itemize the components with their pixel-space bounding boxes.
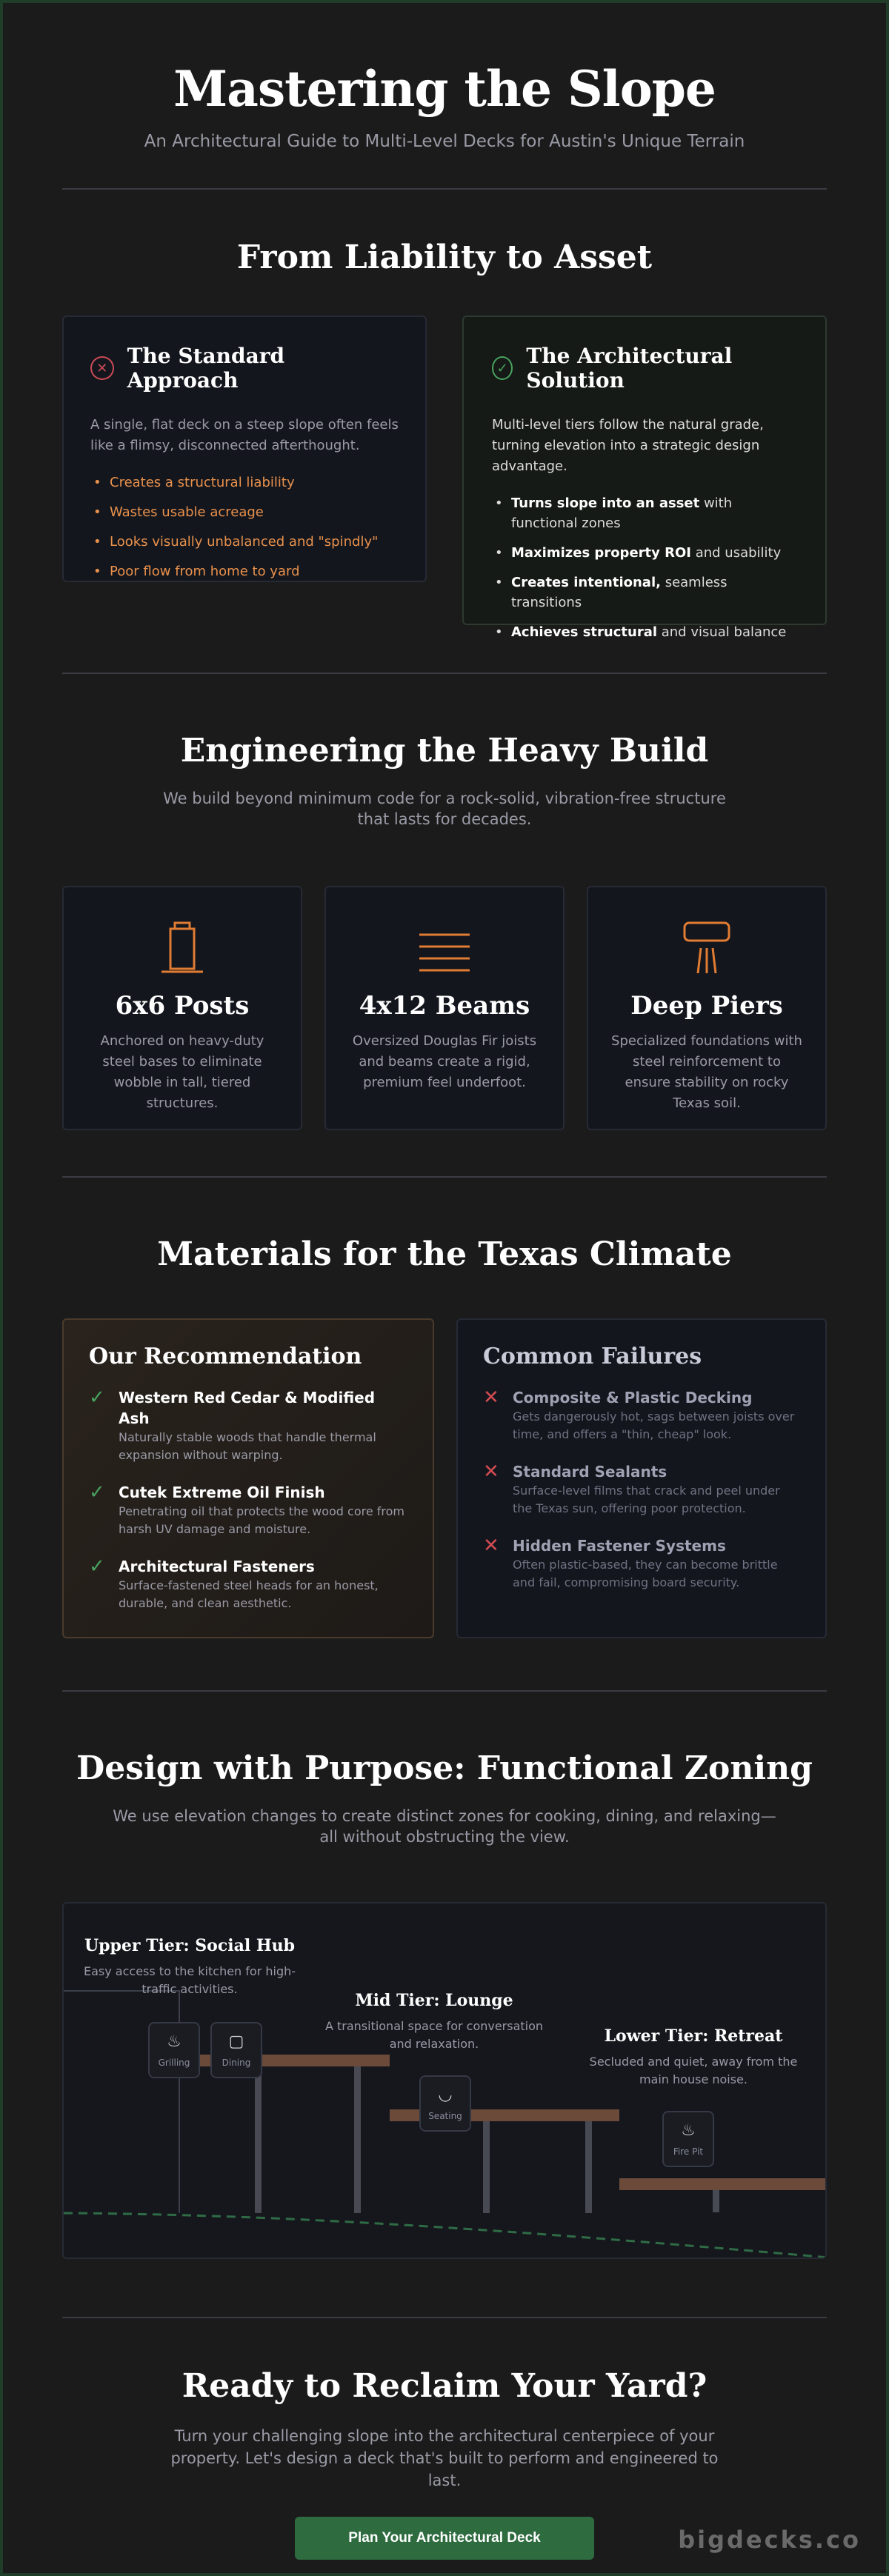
feature-card-beams — [324, 886, 565, 1130]
list-item — [89, 1556, 407, 1612]
page-subtitle: An Architectural Guide to Multi-Level Decks for Austin's Unique Terrain — [144, 132, 745, 151]
zone-chip-seating: ◡ Seating — [419, 2075, 471, 2132]
section-subtitle: We build beyond minimum code for a rock-solid, vibration-free structure that lasts for decades. — [163, 790, 726, 828]
section-title: Engineering the Heavy Build — [180, 732, 709, 770]
tier-upper — [79, 1936, 301, 1998]
card-title: The Standard Approach — [127, 344, 285, 393]
x-mark-icon: ✕ — [483, 1535, 499, 1557]
pier-icon — [610, 915, 803, 975]
checkmark-icon: ✓ — [89, 1481, 105, 1504]
x-mark-icon: ✕ — [483, 1461, 499, 1483]
list-item: • Achieves structural and visual balance — [492, 622, 797, 642]
tier-mid — [323, 1991, 545, 2053]
zoning-diagram — [62, 1902, 827, 2259]
common-failures-card — [456, 1318, 827, 1638]
hero-section — [0, 0, 889, 188]
item-description: Gets dangerously hot, sags between joists over time, and offers a "thin, cheap" look. — [513, 1409, 795, 1441]
feature-description: Specialized foundations with steel reinforcement to ensure stability on rocky Texas soil. — [611, 1033, 802, 1111]
materials-section — [0, 1178, 889, 1690]
section-subtitle: We use elevation changes to create distinct zones for cooking, dining, and relaxing—all without obstructing the view. — [113, 1807, 776, 1846]
tier-lower — [582, 2026, 805, 2089]
feature-card-posts — [62, 886, 302, 1130]
page-title: Mastering the Slope — [173, 60, 716, 118]
section-title: From Liability to Asset — [236, 238, 653, 276]
check-circle-icon: ✓ — [492, 356, 513, 380]
card-title: Our Recommendation — [89, 1344, 362, 1369]
item-description: Naturally stable woods that handle thermal expansion without warping. — [119, 1430, 376, 1462]
x-mark-icon: ✕ — [483, 1387, 499, 1409]
zone-chip-dining: ▢ Dining — [210, 2022, 262, 2078]
checkmark-icon: ✓ — [89, 1387, 105, 1409]
checkmark-icon: ✓ — [89, 1555, 105, 1578]
brand-watermark: bigdecks.co — [678, 2526, 861, 2554]
item-name: Cutek Extreme Oil Finish — [119, 1484, 325, 1501]
beams-icon — [348, 915, 541, 975]
card-title: The Architectural Solution — [526, 344, 733, 393]
item-description: Surface-level films that crack and peel under the Texas sun, offering poor protection. — [513, 1484, 780, 1515]
chat-icon: ▢ — [228, 2032, 244, 2051]
item-name: Western Red Cedar & Modified Ash — [119, 1389, 376, 1427]
list-item: • Looks visually unbalanced and "spindly" — [90, 532, 399, 552]
cta-title: Ready to Reclaim Your Yard? — [182, 2367, 707, 2405]
item-description: Surface-fastened steel heads for an honest, durable, and clean aesthetic. — [119, 1578, 379, 1610]
feature-title: Deep Piers — [630, 991, 783, 1021]
recommendation-card — [62, 1318, 434, 1638]
item-name: Hidden Fastener Systems — [513, 1537, 726, 1555]
item-name: Composite & Plastic Decking — [513, 1389, 753, 1407]
list-item: • Creates a structural liability — [90, 473, 399, 493]
list-item: • Poor flow from home to yard — [90, 561, 399, 581]
list-item: • Turns slope into an asset with functional zones — [492, 493, 797, 533]
card-description: Multi-level tiers follow the natural grade, turning elevation into a strategic design advantage. — [492, 417, 764, 474]
feature-card-piers — [587, 886, 827, 1130]
list-item: • Maximizes property ROI and usability — [492, 543, 797, 563]
list-item — [483, 1535, 800, 1592]
item-description: Often plastic-based, they can become brittle and fail, compromising board security. — [513, 1558, 778, 1589]
tier-title: Mid Tier: Lounge — [355, 1991, 513, 2010]
standard-approach-card — [62, 316, 427, 582]
engineering-section — [0, 674, 889, 1176]
card-title: Common Failures — [483, 1344, 702, 1369]
post-icon — [86, 915, 279, 975]
tier-description: Easy access to the kitchen for high-traffic activities. — [83, 1964, 296, 1996]
seat-icon: ◡ — [438, 2086, 453, 2104]
architectural-solution-card — [462, 316, 827, 640]
tier-description: Secluded and quiet, away from the main house noise. — [589, 2055, 798, 2086]
feature-title: 6x6 Posts — [115, 991, 250, 1021]
list-item: • Creates intentional, seamless transitions — [492, 573, 797, 613]
list-item — [89, 1482, 407, 1538]
zone-chip-fire-pit: ♨ Fire Pit — [662, 2111, 714, 2167]
section-title: Materials for the Texas Climate — [157, 1235, 732, 1273]
feature-description: Anchored on heavy-duty steel bases to eliminate wobble in tall, tiered structures. — [100, 1033, 264, 1111]
tier-title: Upper Tier: Social Hub — [84, 1936, 296, 1955]
zoning-section — [0, 1692, 889, 2317]
item-description: Penetrating oil that protects the wood core from harsh UV damage and moisture. — [119, 1504, 405, 1536]
plan-deck-button[interactable]: Plan Your Architectural Deck — [295, 2517, 594, 2560]
liability-section — [0, 190, 889, 673]
zone-chip-grilling: ♨ Grilling — [148, 2022, 200, 2078]
section-title: Design with Purpose: Functional Zoning — [76, 1749, 813, 1787]
list-item — [483, 1387, 800, 1444]
flame-icon: ♨ — [681, 2121, 696, 2140]
x-circle-icon: ✕ — [90, 356, 114, 380]
tier-title: Lower Tier: Retreat — [604, 2026, 783, 2046]
card-description: A single, flat deck on a steep slope often feels like a flimsy, disconnected afterthought. — [90, 417, 399, 453]
list-item — [483, 1461, 800, 1518]
list-item — [89, 1387, 407, 1464]
list-item: • Wastes usable acreage — [90, 502, 399, 522]
tier-description: A transitional space for conversation and relaxation. — [324, 2019, 544, 2051]
flame-icon: ♨ — [167, 2032, 182, 2051]
feature-title: 4x12 Beams — [359, 991, 530, 1021]
cta-subtitle: Turn your challenging slope into the architectural centerpiece of your property. Let's design a deck that's built to perform and engineered to last. — [170, 2427, 719, 2489]
feature-description: Oversized Douglas Fir joists and beams create a rigid, premium feel underfoot. — [352, 1033, 537, 1090]
item-name: Architectural Fasteners — [119, 1558, 315, 1575]
item-name: Standard Sealants — [513, 1463, 667, 1481]
